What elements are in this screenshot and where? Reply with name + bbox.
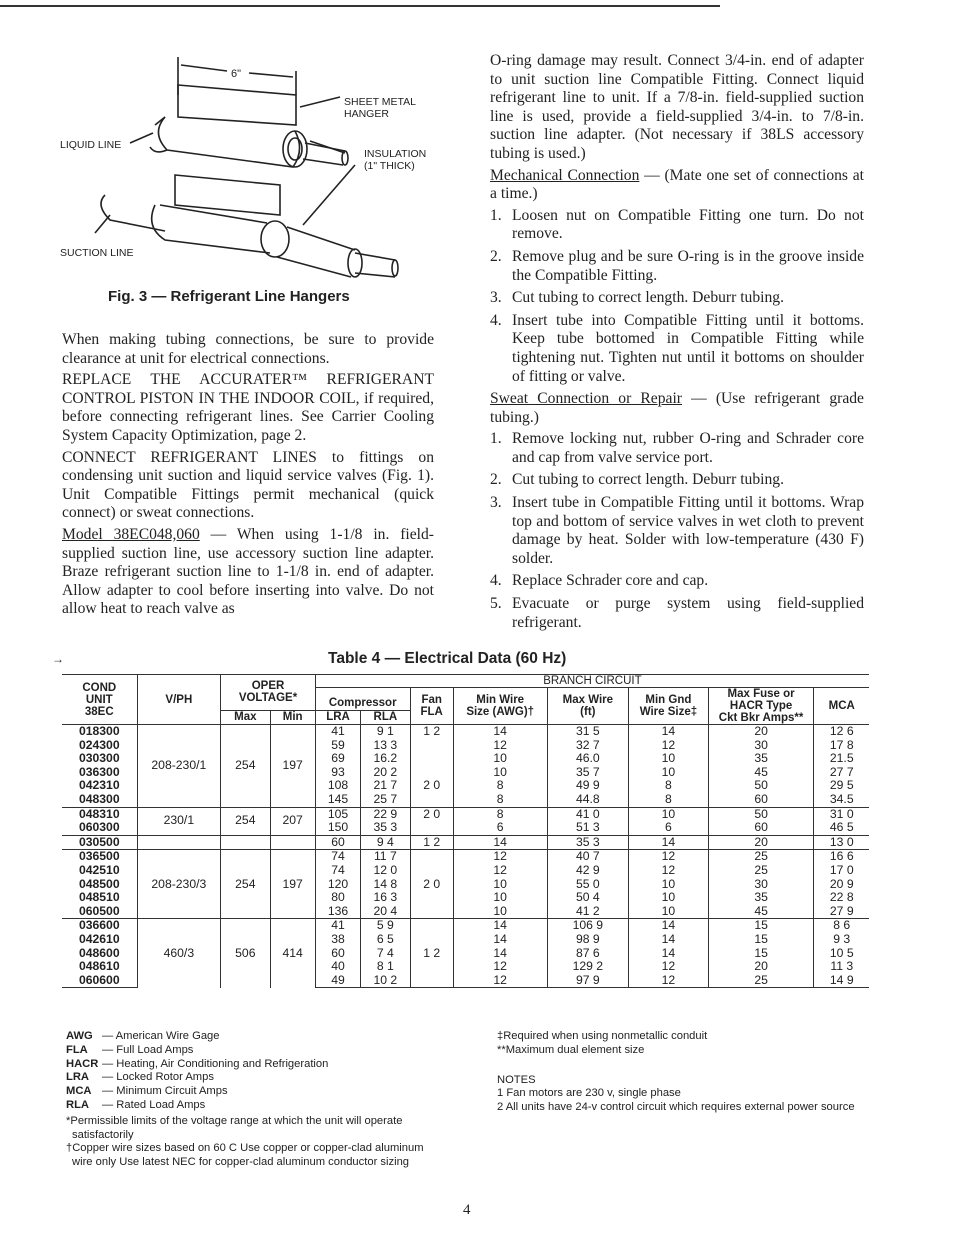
table-cell: 60 xyxy=(708,793,814,807)
table-cell: 25 xyxy=(708,850,814,864)
table-cell: 208-230/1 xyxy=(137,725,221,808)
header-fan-fla: Fan FLA xyxy=(410,688,453,725)
table-cell: 197 xyxy=(270,725,315,808)
table-cell: 25 xyxy=(708,864,814,878)
list-item: 4. Replace Schrader core and cap. xyxy=(490,572,709,590)
footnote-conduit: ‡Required when using nonmetallic conduit xyxy=(497,1030,708,1042)
table-cell: 6 5 xyxy=(361,933,410,947)
table-cell: 12 xyxy=(453,739,547,753)
abbr-item: AWG — American Wire Gage xyxy=(66,1030,220,1042)
header-oper-voltage: OPER VOLTAGE* xyxy=(221,675,316,711)
header-vph: V/PH xyxy=(137,675,221,725)
table-cell xyxy=(221,835,270,850)
table-cell: 98 9 xyxy=(547,933,629,947)
table-cell: 120 xyxy=(315,878,360,892)
mechanical-steps xyxy=(490,207,864,386)
table-cell xyxy=(410,905,453,919)
table-cell: 9 1 xyxy=(361,725,410,739)
table-cell: 048300 xyxy=(62,793,137,807)
table-cell: 10 xyxy=(629,766,709,780)
table-cell: 21 7 xyxy=(361,779,410,793)
table-cell: 14 xyxy=(453,725,547,739)
table-cell: 8 xyxy=(629,779,709,793)
table-cell: 8 6 xyxy=(814,919,869,933)
table-cell: 14 xyxy=(453,919,547,933)
table-cell: 036600 xyxy=(62,919,137,933)
table-cell xyxy=(410,864,453,878)
table-cell: 14 xyxy=(629,919,709,933)
table-cell: 8 xyxy=(453,807,547,821)
table-cell: 15 xyxy=(708,933,814,947)
table-cell: 14 xyxy=(629,835,709,850)
table-cell: 14 xyxy=(629,725,709,739)
header-max-wire: Max Wire (ft) xyxy=(547,688,629,725)
table-cell: 10 xyxy=(453,752,547,766)
table-cell: 35 3 xyxy=(547,835,629,850)
table-cell: 042510 xyxy=(78,862,120,877)
table-cell: 41 0 xyxy=(547,807,629,821)
table-cell: 105 xyxy=(315,807,360,821)
table-cell: 8 xyxy=(453,779,547,793)
table-cell: 8 xyxy=(629,793,709,807)
table-cell: 25 xyxy=(708,974,814,988)
table-cell: 254 xyxy=(221,807,270,835)
paragraph: Mechanical Connection — (Mate one set of connections at a time.) xyxy=(490,166,864,203)
table-cell xyxy=(137,835,221,850)
table-cell xyxy=(410,752,453,766)
table-cell: 97 9 xyxy=(547,974,629,988)
list-item: 1. Loosen nut on Compatible Fitting one turn. Do not remove. xyxy=(490,206,864,243)
list-item: 3. Insert tube in Compatible Fitting until it bottoms. Wrap top and bottom of service valves in wet cloth to prevent damage by heat. Solder with low-temperature (430 F) solder. xyxy=(490,494,864,567)
table-cell: 197 xyxy=(270,850,315,919)
table-cell: 14 xyxy=(453,947,547,961)
electrical-data-table xyxy=(62,674,869,988)
table-cell: 14 xyxy=(453,933,547,947)
table-cell: 40 7 xyxy=(547,850,629,864)
table-cell: 042610 xyxy=(78,931,120,946)
table-cell: 254 xyxy=(221,850,270,919)
table-cell: 16 3 xyxy=(361,891,410,905)
table-cell: 42 9 xyxy=(547,864,629,878)
table-cell: 10 xyxy=(629,891,709,905)
table-cell: 108 xyxy=(315,779,360,793)
table-cell: 32 7 xyxy=(547,739,629,753)
table-cell: 93 xyxy=(315,766,360,780)
table-cell: 9 3 xyxy=(814,933,869,947)
table-cell: 12 xyxy=(453,960,547,974)
table-cell: 46.0 xyxy=(547,752,629,766)
footnote-voltage: *Permissible limits of the voltage range at which the unit will operate satisfactorily xyxy=(66,1114,403,1141)
table-cell: 14 xyxy=(629,933,709,947)
table-body xyxy=(62,725,869,988)
table-cell: 49 9 xyxy=(547,779,629,793)
abbr-item: LRA — Locked Rotor Amps xyxy=(66,1071,214,1084)
table-cell: 12 xyxy=(629,974,709,988)
table-cell: 12 xyxy=(453,864,547,878)
table-cell: 51 3 xyxy=(547,821,629,835)
table-cell: 048500 xyxy=(78,876,120,891)
table-cell: 9 4 xyxy=(361,835,410,850)
table-cell: 50 xyxy=(708,779,814,793)
table-cell: 20 xyxy=(708,725,814,739)
table-cell xyxy=(410,974,453,988)
table-cell: 10 xyxy=(629,878,709,892)
table-cell: 14 8 xyxy=(361,878,410,892)
table-cell: 2 0 xyxy=(410,779,453,793)
table-cell: 74 xyxy=(315,850,360,864)
table-cell: 030300 xyxy=(78,751,120,766)
revision-arrow: → xyxy=(52,652,64,666)
table-cell xyxy=(410,891,453,905)
table-cell: 20 2 xyxy=(361,766,410,780)
sweat-steps xyxy=(490,430,864,632)
table-cell: 10 2 xyxy=(361,974,410,988)
table-cell: 254 xyxy=(221,725,270,808)
table-cell: 6 xyxy=(629,821,709,835)
table-row xyxy=(62,835,869,850)
table-cell: 11 7 xyxy=(361,850,410,864)
table-cell: 048510 xyxy=(78,890,120,905)
table-cell: 25 7 xyxy=(361,793,410,807)
table-cell: 60 xyxy=(315,835,360,850)
table-cell: 13 0 xyxy=(814,835,869,850)
footnote-copper: †Copper wire sizes based on 60 C Use copper or copper-clad aluminum wire only Use latest NEC for copper-clad aluminum conductor sizing xyxy=(66,1142,424,1169)
list-item: 2. Remove plug and be sure O-ring is in the groove inside the Compatible Fitting. xyxy=(490,247,864,284)
table-cell: 27 7 xyxy=(814,766,869,780)
table-cell: 30 xyxy=(708,739,814,753)
table-cell: 414 xyxy=(270,919,315,988)
table-cell: 12 6 xyxy=(814,725,869,739)
table-cell: 024300 xyxy=(78,737,120,752)
table-cell: 50 xyxy=(708,807,814,821)
table-cell: 74 xyxy=(315,864,360,878)
table-cell: 16 6 xyxy=(814,850,869,864)
paragraph: When making tubing connections, be sure to provide clearance at unit for electrical connections. xyxy=(62,331,434,367)
table-cell: 35 7 xyxy=(547,766,629,780)
table-cell: 49 xyxy=(315,974,360,988)
header-compressor: Compressor xyxy=(315,688,410,711)
table-cell: 018300 xyxy=(62,725,137,739)
dimension-label: 6" xyxy=(231,68,242,80)
table-cell: 036300 xyxy=(78,764,120,779)
table-cell: 106 9 xyxy=(547,919,629,933)
notes-title: NOTES xyxy=(497,1073,536,1086)
table-cell: 060600 xyxy=(62,974,137,988)
table-cell: 10 xyxy=(453,878,547,892)
table-cell: 2 0 xyxy=(410,878,453,892)
paragraph: O-ring damage may result. Connect 3/4-in. end of adapter to unit suction line Compatible Fitting. Connect liquid refrigerant line to unit. If a 7/8-in. field-supplied suction line is used, provide a field-supplied 3/4-in. to 7/8-in. suction line adapter. (Not necessary if 38LS accessory tubing is used.) xyxy=(490,52,864,162)
abbreviations-block xyxy=(66,1030,446,1170)
paragraph: Sweat Connection or Repair — (Use refrigerant grade tubing.) xyxy=(490,390,864,426)
table-cell: 6 xyxy=(453,821,547,835)
table-cell: 048310 xyxy=(62,807,137,821)
table-cell xyxy=(410,850,453,864)
label-sheet-metal-hanger: SHEET METAL HANGER xyxy=(344,96,416,120)
table-cell: 31 5 xyxy=(547,725,629,739)
table-cell: 12 xyxy=(453,974,547,988)
table-cell: 55 0 xyxy=(547,878,629,892)
table-cell: 1 2 xyxy=(410,725,453,739)
list-item: 1. Remove locking nut, rubber O-ring and Schrader core and cap from valve service port. xyxy=(490,430,864,466)
table-caption: Table 4 — Electrical Data (60 Hz) xyxy=(328,650,567,667)
header-max-fuse: Max Fuse or HACR Type Ckt Bkr Amps** xyxy=(708,688,814,725)
table-cell: 34.5 xyxy=(814,793,869,807)
table-cell: 12 xyxy=(629,850,709,864)
note-2: 2 All units have 24-v control circuit which requires external power source xyxy=(497,1101,855,1114)
table-cell: 21.5 xyxy=(814,752,869,766)
header-cond-unit: COND UNIT 38EC xyxy=(62,675,137,725)
table-cell: 35 3 xyxy=(361,821,410,835)
table-cell: 060300 xyxy=(62,821,137,835)
header-lra: LRA xyxy=(315,710,360,724)
label-insulation: INSULATION (1" THICK) xyxy=(364,148,427,172)
table-cell: 27 9 xyxy=(814,905,869,919)
label-liquid-line: LIQUID LINE xyxy=(60,139,122,151)
table-cell: 60 xyxy=(315,947,360,961)
table-cell: 31 0 xyxy=(814,807,869,821)
header-max: Max xyxy=(221,710,270,724)
table-cell: 10 xyxy=(629,752,709,766)
table-cell: 20 xyxy=(708,960,814,974)
table-cell: 17 0 xyxy=(814,864,869,878)
table-cell: 230/1 xyxy=(137,807,221,835)
table-cell: 048600 xyxy=(78,945,120,960)
table-cell: 12 xyxy=(629,960,709,974)
table-cell: 20 4 xyxy=(361,905,410,919)
header-rla: RLA xyxy=(361,710,410,724)
table-cell: 2 0 xyxy=(410,807,453,821)
table-cell: 59 xyxy=(315,739,360,753)
table-row xyxy=(62,725,869,739)
table-cell: 17 8 xyxy=(814,739,869,753)
table-cell: 10 5 xyxy=(814,947,869,961)
table-cell: 12 xyxy=(453,850,547,864)
table-cell: 042310 xyxy=(78,778,120,793)
label-suction-line: SUCTION LINE xyxy=(60,247,134,259)
list-item: 4. Insert tube into Compatible Fitting until it bottoms. Keep tube bottomed in Compatible Fitting while tightening nut. Tighten nut until it bottoms on shoulder of fitting or valve. xyxy=(490,311,864,385)
table-cell: 10 xyxy=(453,891,547,905)
notes-block xyxy=(497,1030,877,1115)
table-cell: 22 9 xyxy=(361,807,410,821)
table-cell: 15 xyxy=(708,919,814,933)
left-column xyxy=(62,331,434,622)
table-cell: 048610 xyxy=(78,959,120,974)
mechanical-connection-heading: Mechanical Connection xyxy=(490,166,640,184)
table-cell: 030500 xyxy=(62,835,137,850)
table-cell: 35 xyxy=(708,752,814,766)
table-cell: 14 xyxy=(629,947,709,961)
table-cell xyxy=(270,835,315,850)
table-cell: 12 xyxy=(629,864,709,878)
table-cell: 460/3 xyxy=(137,919,221,988)
table-cell: 41 xyxy=(315,725,360,739)
table-cell: 20 9 xyxy=(814,878,869,892)
table-row xyxy=(62,850,869,864)
table-cell: 50 4 xyxy=(547,891,629,905)
paragraph: REPLACE THE ACCURATER™ REFRIGERANT CONTROL PISTON IN THE INDOOR COIL, if required, before connecting refrigerant lines. See Carrier Cooling System Capacity Optimization, page 2. xyxy=(62,371,434,444)
table-cell: 41 xyxy=(315,919,360,933)
figure-caption: Fig. 3 — Refrigerant Line Hangers xyxy=(108,288,350,305)
table-cell: 12 xyxy=(629,739,709,753)
header-branch-circuit: BRANCH CIRCUIT xyxy=(315,675,869,688)
table-cell: 145 xyxy=(315,793,360,807)
table-cell: 11 3 xyxy=(814,960,869,974)
page-number: 4 xyxy=(463,1202,471,1218)
table-cell: 44.8 xyxy=(547,793,629,807)
table-cell: 208-230/3 xyxy=(137,850,221,919)
model-heading: Model 38EC048,060 xyxy=(62,525,200,543)
list-item: 2. Cut tubing to correct length. Deburr tubing. xyxy=(490,471,784,489)
table-cell: 129 2 xyxy=(547,960,629,974)
table-cell: 7 4 xyxy=(361,947,410,961)
table-cell: 20 xyxy=(708,835,814,850)
table-cell xyxy=(410,766,453,780)
table-cell: 506 xyxy=(221,919,270,988)
table-cell: 207 xyxy=(270,807,315,835)
table-row xyxy=(62,807,869,821)
table-cell: 41 2 xyxy=(547,905,629,919)
table-cell: 10 xyxy=(629,905,709,919)
table-cell: 38 xyxy=(315,933,360,947)
table-cell: 10 xyxy=(453,766,547,780)
table-cell: 13 3 xyxy=(361,739,410,753)
list-item: 3. Cut tubing to correct length. Deburr tubing. xyxy=(490,289,784,307)
table-cell: 69 xyxy=(315,752,360,766)
table-cell: 1 2 xyxy=(410,947,453,961)
table-cell: 60 xyxy=(708,821,814,835)
table-cell: 5 9 xyxy=(361,919,410,933)
table-cell: 45 xyxy=(708,766,814,780)
paragraph: CONNECT REFRIGERANT LINES to fittings on condensing unit suction and liquid service valves (Fig. 1). Unit Compatible Fittings permit mechanical (quick connect) or sweat connections. xyxy=(62,448,434,522)
table-cell: 35 xyxy=(708,891,814,905)
abbr-item: RLA — Rated Load Amps xyxy=(66,1098,206,1111)
table-cell xyxy=(410,821,453,835)
note-1: 1 Fan motors are 230 v, single phase xyxy=(497,1087,681,1100)
header-mca: MCA xyxy=(814,688,869,725)
table-cell: 40 xyxy=(315,960,360,974)
header-min: Min xyxy=(270,710,315,724)
table-cell: 12 0 xyxy=(361,864,410,878)
table-cell: 30 xyxy=(708,878,814,892)
table-cell: 060500 xyxy=(62,905,137,919)
sweat-connection-heading: Sweat Connection or Repair xyxy=(490,390,682,408)
table-cell: 16.2 xyxy=(361,752,410,766)
table-cell xyxy=(410,919,453,933)
table-cell: 8 xyxy=(453,793,547,807)
table-row xyxy=(62,919,869,933)
header-min-gnd: Min Gnd Wire Size‡ xyxy=(629,688,709,725)
footnote-dual-element: **Maximum dual element size xyxy=(497,1043,645,1056)
table-cell: 036500 xyxy=(62,850,137,864)
table-cell xyxy=(410,933,453,947)
table-cell xyxy=(410,960,453,974)
table-cell: 14 xyxy=(453,835,547,850)
table-cell: 22 8 xyxy=(814,891,869,905)
table-cell: 8 1 xyxy=(361,960,410,974)
abbr-item: FLA — Full Load Amps xyxy=(66,1043,194,1056)
abbr-item: HACR — Heating, Air Conditioning and Refrigeration xyxy=(66,1057,329,1070)
list-item: 5. Evacuate or purge system using field-supplied refrigerant. xyxy=(490,595,864,631)
top-rule xyxy=(0,5,720,7)
table-cell: 10 xyxy=(629,807,709,821)
table-cell: 45 xyxy=(708,905,814,919)
right-column xyxy=(490,52,864,636)
table-cell: 15 xyxy=(708,947,814,961)
table-cell: 14 9 xyxy=(814,974,869,988)
table-cell: 1 2 xyxy=(410,835,453,850)
table-cell: 46 5 xyxy=(814,821,869,835)
table-cell: 80 xyxy=(315,891,360,905)
table-cell: 10 xyxy=(453,905,547,919)
table-cell: 136 xyxy=(315,905,360,919)
table-cell xyxy=(410,793,453,807)
table-cell: 150 xyxy=(315,821,360,835)
table-cell: 29 5 xyxy=(814,779,869,793)
table-cell xyxy=(410,739,453,753)
header-min-wire: Min Wire Size (AWG)† xyxy=(453,688,547,725)
abbr-item: MCA — Minimum Circuit Amps xyxy=(66,1085,228,1098)
table-cell: 87 6 xyxy=(547,947,629,961)
paragraph: Model 38EC048,060 — When using 1-1/8 in. field-supplied suction line, use accessory suction line adapter. Braze refrigerant suction line to 1-1/8 in. end of adapter. Allow adapter to cool before inserting into valve. Do not allow heat to reach valve as xyxy=(62,525,434,618)
